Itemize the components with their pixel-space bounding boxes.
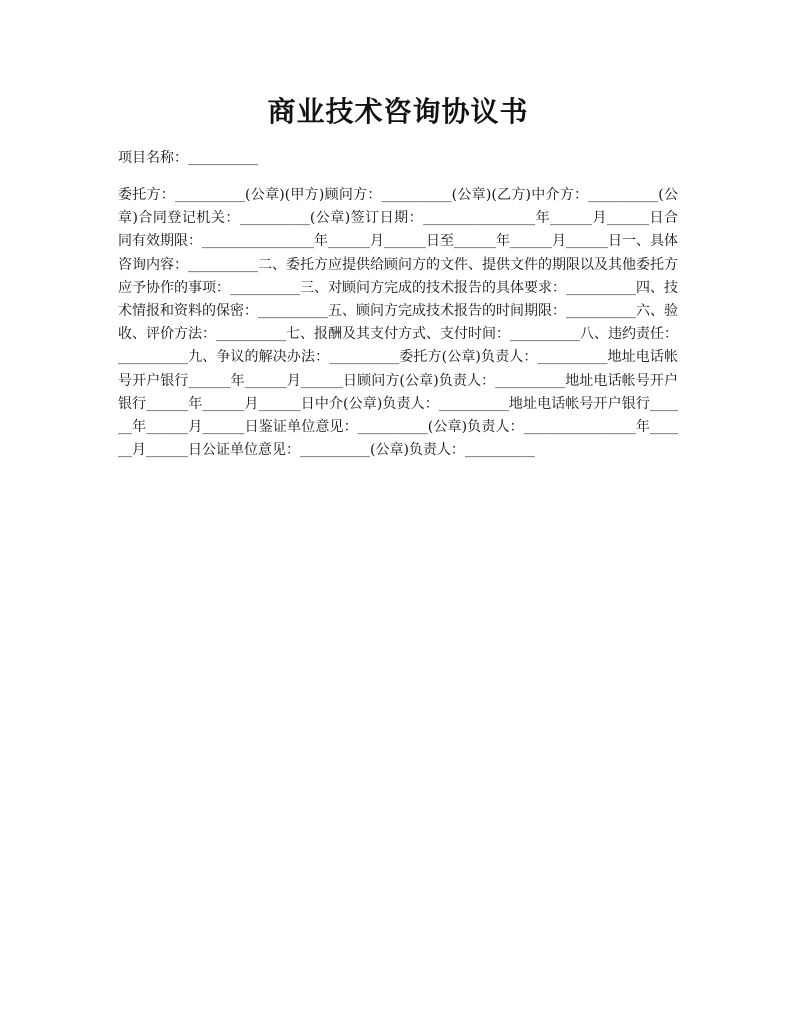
document-title: 商业技术咨询协议书 [267,95,529,128]
project-name-line: 项目名称：__________ [118,150,258,166]
agreement-body: 委托方：__________(公章)(甲方)顾问方：__________(公章)(乙方)中介方：__________(公章)合同登记机关：__________(公章)签订日期：________________年______月______日合同有效期限：________________年______月______日至______年______月______日一、具体咨询内容：__________二、委托方应提供给顾问方的文件、提供文件的期限以及其他委托方应予协作的事项：__________三、对顾问方完成的技术报告的具体要求：__________四、技术情报和资料的保密：__________五、顾问方完成技术报告的时间期限：__________六、验收、评价方法：__________七、报酬及其支付方式、支付时间：__________八、违约责任：__________九、争议的解决办法：__________委托方(公章)负责人：__________地址电话帐号开户银行______年______月______日顾问方(公章)负责人：__________地址电话帐号开户银行______年______月______日中介(公章)负责人：__________地址电话帐号开户银行______年______月______日鉴证单位意见：__________(公章)负责人：________________年______月______日公证单位意见：__________(公章)负责人：__________ [118,187,678,459]
